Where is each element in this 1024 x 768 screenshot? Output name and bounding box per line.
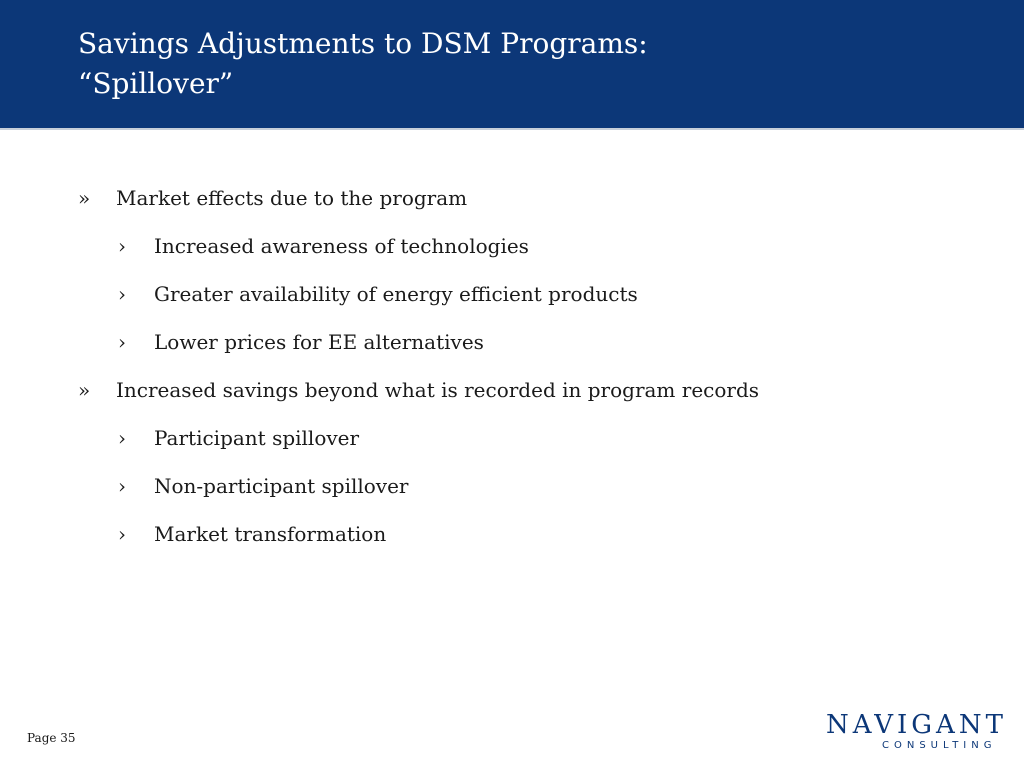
bullet-text: Market effects due to the program — [116, 186, 468, 210]
sub-bullet-text: Non-participant spillover — [154, 474, 409, 498]
header-divider — [0, 128, 1024, 130]
slide-title-line-2: “Spillover” — [78, 67, 234, 100]
bullet-item — [78, 372, 958, 420]
sub-bullet-text: Market transformation — [154, 522, 387, 546]
sub-bullet-item — [78, 276, 958, 324]
bullet-list — [78, 180, 958, 564]
title-banner — [0, 0, 1024, 128]
slide-title — [78, 24, 648, 104]
bullet-item — [78, 180, 958, 228]
sub-bullet-text: Lower prices for EE alternatives — [154, 330, 484, 354]
sub-bullet-item — [78, 420, 958, 468]
sub-bullet-text: Increased awareness of technologies — [154, 234, 529, 258]
bullet-marker-icon: » — [78, 378, 91, 402]
slide-title-line-1: Savings Adjustments to DSM Programs: — [78, 27, 648, 60]
sub-bullet-text: Participant spillover — [154, 426, 360, 450]
sub-bullet-marker-icon: › — [118, 474, 126, 498]
sub-bullet-marker-icon: › — [118, 282, 126, 306]
logo-wordmark: NAVIGANT — [826, 710, 1007, 740]
sub-bullet-text: Greater availability of energy efficient products — [154, 282, 638, 306]
sub-bullet-marker-icon: › — [118, 426, 126, 450]
sub-bullet-marker-icon: › — [118, 522, 126, 546]
sub-bullet-item — [78, 228, 958, 276]
sub-bullet-item — [78, 324, 958, 372]
page-number: Page 35 — [27, 731, 76, 745]
bullet-text: Increased savings beyond what is recorded in program records — [116, 378, 760, 402]
logo-tagline: CONSULTING — [882, 740, 997, 751]
sub-bullet-marker-icon: › — [118, 330, 126, 354]
sub-bullet-marker-icon: › — [118, 234, 126, 258]
sub-bullet-item — [78, 468, 958, 516]
sub-bullet-item — [78, 516, 958, 564]
bullet-marker-icon: » — [78, 186, 91, 210]
navigant-logo — [826, 710, 1006, 756]
